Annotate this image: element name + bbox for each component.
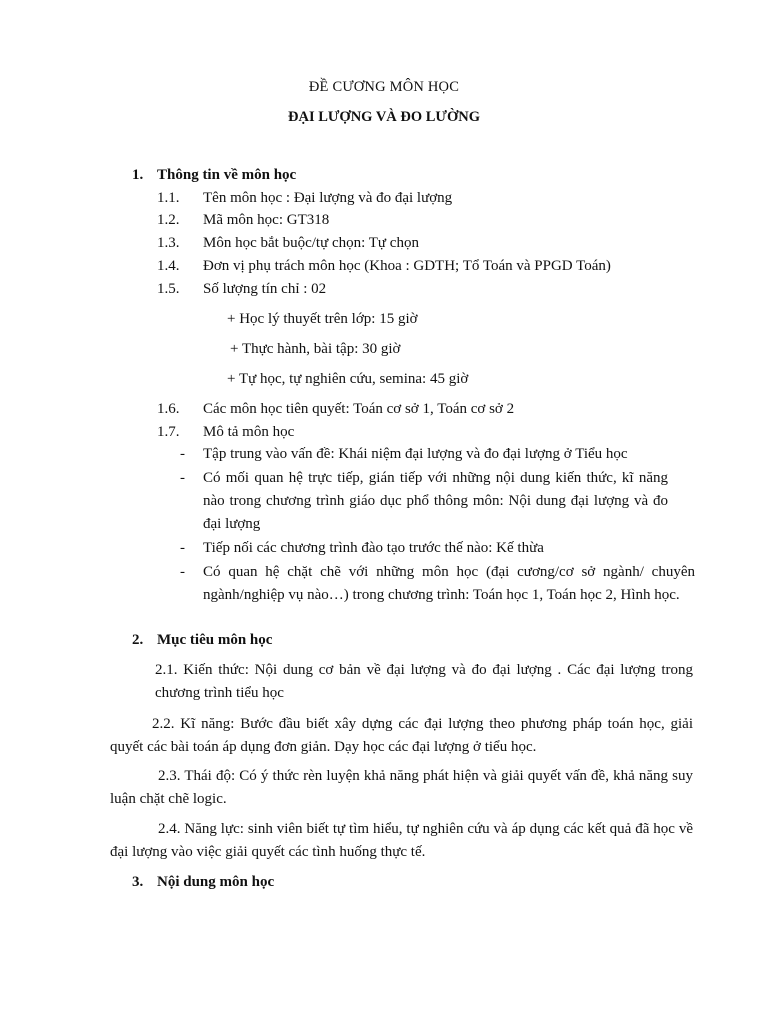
bullet-dash: - xyxy=(180,446,185,462)
section-3-heading: Nội dung môn học xyxy=(157,874,275,890)
goal-knowledge: 2.1. Kiến thức: Nội dung cơ bản về đại lượng và đo đại lượng . Các đại lượng trong chương trình tiểu học xyxy=(155,662,693,701)
item-text: Đơn vị phụ trách môn học (Khoa : GDTH; Tổ Toán và PPGD Toán) xyxy=(203,258,611,274)
section-2-number: 2. xyxy=(132,632,144,648)
item-text: Số lượng tín chỉ : 02 xyxy=(203,281,327,297)
goal-attitude: 2.3. Thái độ: Có ý thức rèn luyện khả năng phát hiện và giải quyết vấn đề, khả năng suy luận chặt chẽ logic. xyxy=(110,768,693,807)
bullet-dash: - xyxy=(180,470,185,486)
section-3-number: 3. xyxy=(132,874,144,890)
course-name: ĐẠI LƯỢNG VÀ ĐO LƯỜNG xyxy=(288,109,480,125)
item-text: Các môn học tiên quyết: Toán cơ sở 1, Toán cơ sở 2 xyxy=(203,401,515,417)
item-text: Tên môn học : Đại lượng và đo đại lượng xyxy=(203,190,453,206)
bullet-dash: - xyxy=(180,564,185,580)
item-number: 1.3. xyxy=(157,235,180,251)
item-number: 1.7. xyxy=(157,424,180,440)
section-1-number: 1. xyxy=(132,167,144,183)
item-text: Mô tả môn học xyxy=(203,424,295,440)
description-item: Có mối quan hệ trực tiếp, gián tiếp với những nội dung kiến thức, kĩ năng nào trong chương trình giáo dục phổ thông môn: Nội dung đại lượng và đo đại lượng xyxy=(203,470,668,532)
section-2-heading: Mục tiêu môn học xyxy=(157,632,273,648)
document-title: ĐỀ CƯƠNG MÔN HỌC xyxy=(308,79,460,95)
description-item: Tiếp nối các chương trình đào tạo trước thế nào: Kế thừa xyxy=(203,540,544,556)
description-item: Có quan hệ chặt chẽ với những môn học (đại cương/cơ sở ngành/ chuyên ngành/nghiệp vụ nào…) trong chương trình: Toán học 1, Toán học 2, Hình học. xyxy=(203,564,695,603)
item-number: 1.2. xyxy=(157,212,180,228)
item-number: 1.1. xyxy=(157,190,180,206)
bullet-dash: - xyxy=(180,540,185,556)
credit-line: + Thực hành, bài tập: 30 giờ xyxy=(230,341,401,357)
credit-line: + Học lý thuyết trên lớp: 15 giờ xyxy=(227,311,418,327)
item-number: 1.6. xyxy=(157,401,180,417)
section-1-heading: Thông tin về môn học xyxy=(157,167,297,183)
item-number: 1.5. xyxy=(157,281,180,297)
item-text: Môn học bắt buộc/tự chọn: Tự chọn xyxy=(203,235,419,251)
goal-skills: 2.2. Kĩ năng: Bước đầu biết xây dựng các đại lượng theo phương pháp toán học, giải quyết các bài toán áp dụng đơn giản. Dạy học các đại lượng ở tiểu học. xyxy=(110,716,693,755)
description-item: Tập trung vào vấn đề: Khái niệm đại lượng và đo đại lượng ở Tiểu học xyxy=(203,446,628,462)
item-number: 1.4. xyxy=(157,258,180,274)
item-text: Mã môn học: GT318 xyxy=(203,212,330,228)
credit-line: + Tự học, tự nghiên cứu, semina: 45 giờ xyxy=(227,371,469,387)
goal-competence: 2.4. Năng lực: sinh viên biết tự tìm hiểu, tự nghiên cứu và áp dụng các kết quả đã học về đại lượng vào việc giải quyết các tình huống thực tế. xyxy=(110,821,693,860)
